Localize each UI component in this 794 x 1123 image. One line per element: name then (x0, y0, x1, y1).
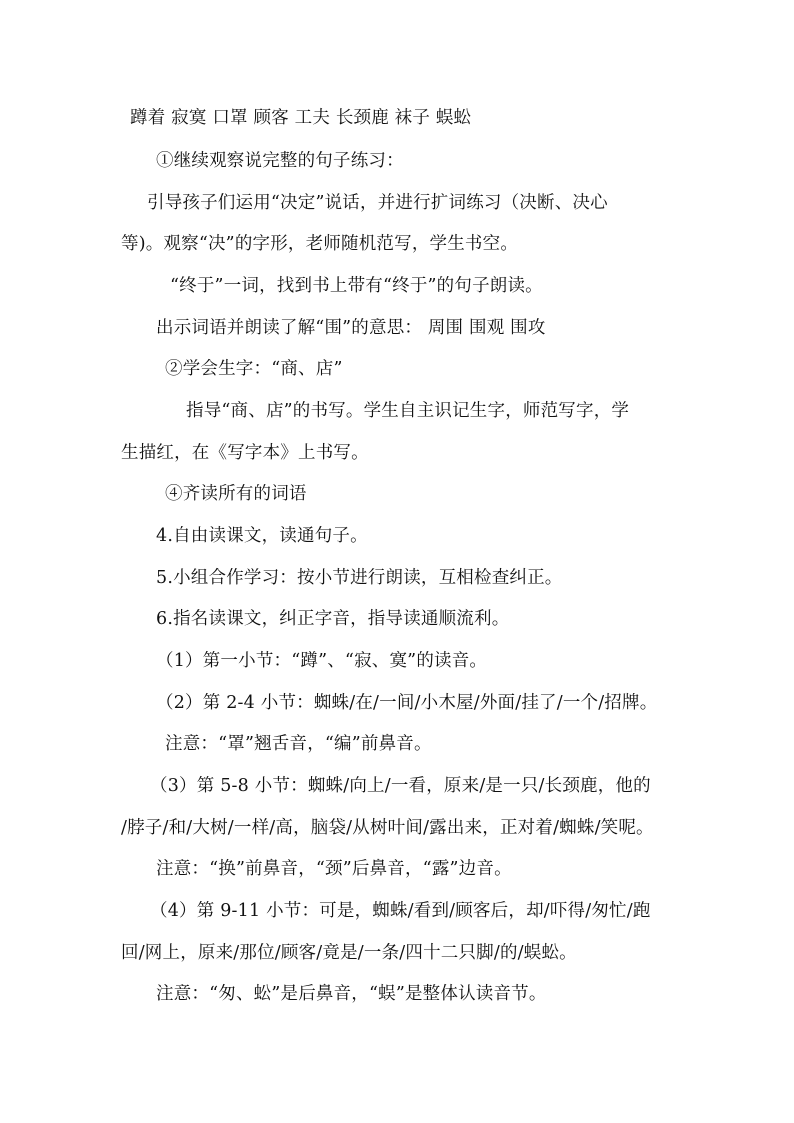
section-4-reading-line-2: 回/网上，原来/那位/顾客/竟是/一条/四十二只脚/的/蜈蚣。 (121, 943, 577, 963)
section-3-reading-line-1: （3）第 5-8 小节：蜘蛛/向上/一看，原来/是一只/长颈鹿，他的 (150, 776, 651, 796)
section-2-reading: （2）第 2-4 小节：蜘蛛/在/一间/小木屋/外面/挂了/一个/招牌。 (156, 693, 658, 713)
section-3-reading-line-2: /脖子/和/大树/一样/高，脑袋/从树叶间/露出来，正对着/蜘蛛/笑呢。 (121, 818, 654, 838)
paragraph-wei-meaning: 出示词语并朗读了解“围”的意思： 周围 围观 围攻 (156, 318, 546, 338)
paragraph-jueding-line-2: 等)。观察“决”的字形，老师随机范写，学生书空。 (121, 234, 519, 254)
section-3-note: 注意：“换”前鼻音，“颈”后鼻音，“露”边音。 (156, 859, 512, 879)
step-read-all-words: ④齐读所有的词语 (165, 484, 307, 504)
step-4-free-reading: 4.自由读课文，读通句子。 (156, 526, 368, 546)
vocabulary-word-list: 蹲着 寂寞 口罩 顾客 工夫 长颈鹿 袜子 蜈蚣 (130, 108, 472, 128)
section-1-note: （1）第一小节：“蹲”、“寂、寞”的读音。 (156, 651, 488, 671)
paragraph-writing-guide-line-1: 指导“商、店”的书写。学生自主识记生字，师范写字，学 (186, 401, 630, 421)
section-2-note: 注意：“罩”翘舌音，“编”前鼻音。 (165, 734, 432, 754)
step-5-group-study: 5.小组合作学习：按小节进行朗读，互相检查纠正。 (156, 568, 563, 588)
step-learn-characters: ②学会生字：“商、店” (165, 359, 343, 379)
step-observe-sentence-practice: ①继续观察说完整的句子练习： (156, 151, 404, 171)
paragraph-writing-guide-line-2: 生描红，在《写字本》上书写。 (121, 443, 369, 463)
step-6-named-reading: 6.指名读课文，纠正字音，指导读通顺流利。 (156, 609, 510, 629)
paragraph-jueding-line-1: 引导孩子们运用“决定”说话，并进行扩词练习（决断、决心 (147, 193, 608, 213)
paragraph-zhongyu: “终于”一词，找到书上带有“终于”的句子朗读。 (170, 276, 543, 296)
section-4-note: 注意：“匆、蚣”是后鼻音，“蜈”是整体认读音节。 (156, 984, 547, 1004)
section-4-reading-line-1: （4）第 9-11 小节：可是，蜘蛛/看到/顾客后，却/吓得/匆忙/跑 (150, 901, 651, 921)
